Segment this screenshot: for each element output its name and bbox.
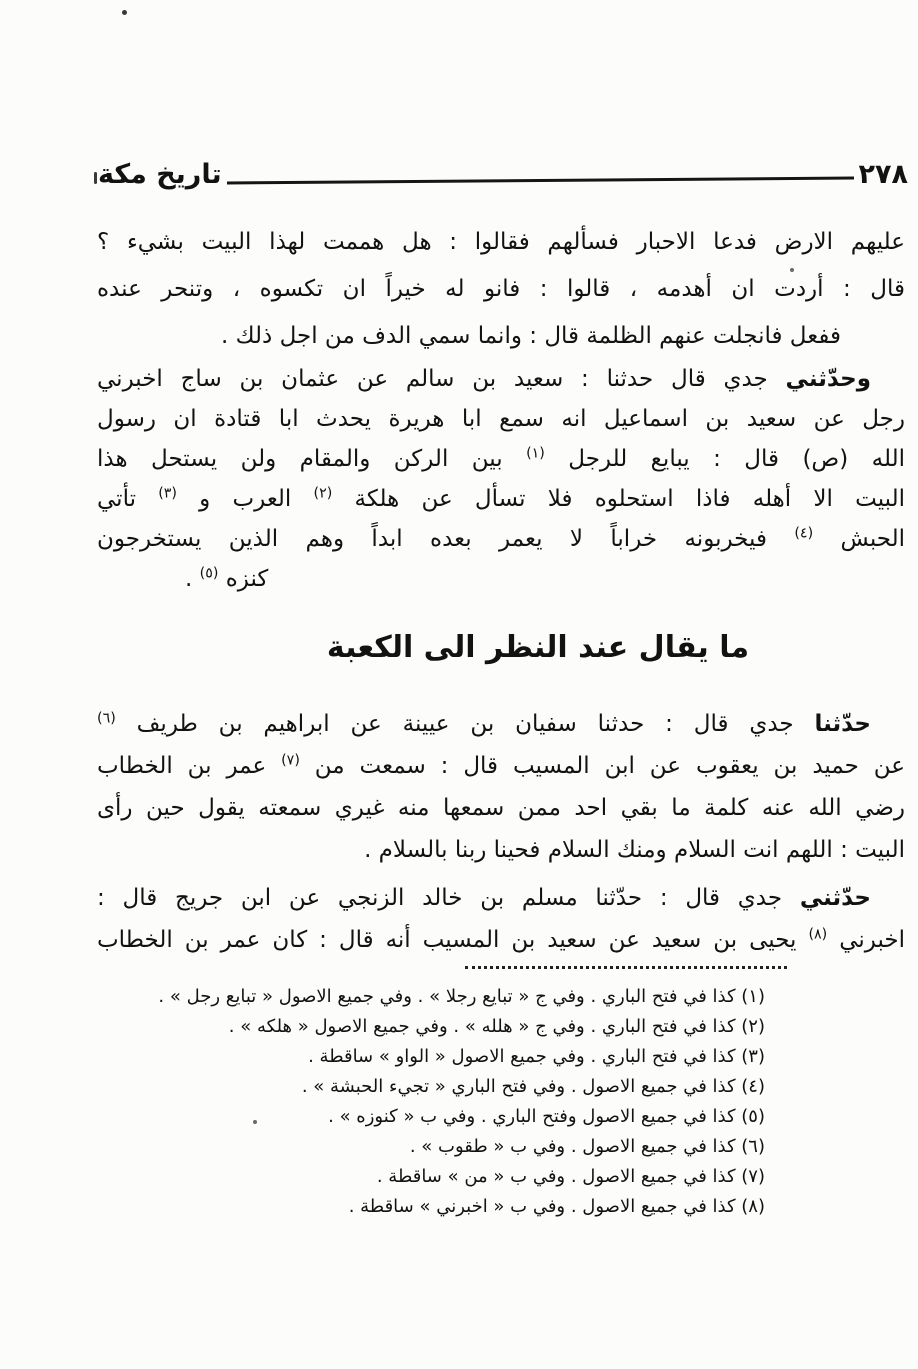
text-line: الله (ص) قال : يبايع للرجل $^{(١)}$ بين الركن والمقام ولن يستحل هذا bbox=[97, 445, 905, 472]
scan-speck bbox=[253, 1120, 257, 1124]
paragraph-2 bbox=[97, 359, 905, 599]
footnote-separator bbox=[465, 966, 787, 969]
scan-speck bbox=[790, 268, 794, 272]
text-line: اخبرني $^{(٨)}$ يحيى بن سعيد عن سعيد بن المسيب أنه قال : كان عمر بن الخطاب bbox=[97, 926, 906, 953]
footnote-line: (٤) كذا في جميع الاصول . وفي فتح الباري « تجيء الحبشة » . bbox=[301, 1076, 765, 1097]
scan-speck bbox=[122, 10, 127, 15]
text-line: ففعل فانجلت عنهم الظلمة قال : وانما سمي الدف من اجل ذلك . bbox=[221, 323, 841, 349]
scan-speck bbox=[94, 172, 97, 184]
line-text: جدي قال : حدثنا سفيان بن عيينة عن ابراهيم بن طريف $^{(٦)}$ bbox=[97, 710, 815, 737]
line-text: جدي قال : حدّثنا مسلم بن خالد الزنجي عن ابن جريج قال : bbox=[97, 885, 800, 911]
paragraph-1 bbox=[97, 219, 905, 360]
paragraph-3 bbox=[97, 703, 905, 871]
footnotes-section bbox=[105, 982, 765, 1222]
footnote-line: (٦) كذا في جميع الاصول . وفي ب « طقوب » . bbox=[409, 1136, 765, 1157]
footnote-line: (٣) كذا في فتح الباري . وفي جميع الاصول « الواو » ساقطة . bbox=[308, 1046, 765, 1067]
text-line: قال : أردت ان أهدمه ، قالوا : فانو له خيراً ان تكسوه ، وتنحر عنده bbox=[97, 276, 905, 302]
text-line: رضي الله عنه كلمة ما بقي احد ممن سمعها منه غيري سمعته يقول حين رأى bbox=[97, 795, 905, 821]
text-line: عليهم الارض فدعا الاحبار فسألهم فقالوا : هل هممت لهذا البيت بشيء ؟ bbox=[97, 229, 905, 255]
lead-word: وحدّثني bbox=[785, 366, 871, 392]
text-line: رجل عن سعيد بن اسماعيل انه سمع ابا هريرة يحدث ابا قتادة ان رسول bbox=[97, 406, 905, 432]
text-line: البيت الا أهله فاذا استحلوه فلا تسأل عن هلكة $^{(٢)}$ العرب و $^{(٣)}$ تأتي bbox=[97, 485, 905, 512]
text-line: البيت : اللهم انت السلام ومنك السلام فحينا ربنا بالسلام . bbox=[364, 837, 905, 863]
footnote-line: (٧) كذا في جميع الاصول . وفي ب « من » ساقطة . bbox=[376, 1166, 765, 1187]
line-text: جدي قال حدثنا : سعيد بن سالم عن عثمان بن ساج اخبرني bbox=[97, 366, 786, 392]
lead-word: حدّثنا bbox=[814, 711, 871, 737]
book-title: تاريخ مكة bbox=[98, 158, 222, 190]
text-line bbox=[97, 359, 905, 399]
text-line: الحبش $^{(٤)}$ فيخربونه خراباً لا يعمر بعده ابداً وهم الذين يستخرجون bbox=[97, 525, 906, 552]
text-line: عن حميد بن يعقوب عن ابن المسيب قال : سمعت من $^{(٧)}$ عمر بن الخطاب bbox=[97, 752, 905, 779]
paragraph-4 bbox=[97, 877, 905, 961]
footnote-line: (٢) كذا في فتح الباري . وفي ج « هلله » . وفي جميع الاصول « هلكه » . bbox=[228, 1016, 765, 1037]
lead-word: حدّثني bbox=[799, 885, 871, 911]
footnote-line: (١) كذا في فتح الباري . وفي ج « تبايع رجلا » . وفي جميع الاصول « تبايع رجل » . bbox=[158, 986, 765, 1007]
text-line: كنزه $^{(٥)}$ . bbox=[185, 565, 269, 592]
text-line bbox=[97, 703, 905, 745]
text-line bbox=[97, 877, 905, 919]
section-heading: ما يقال عند النظر الى الكعبة bbox=[326, 630, 750, 665]
page-number: ٢٧٨ bbox=[858, 158, 908, 190]
footnote-line: (٨) كذا في جميع الاصول . وفي ب « اخبرني » ساقطة . bbox=[348, 1196, 765, 1217]
footnote-line: (٥) كذا في جميع الاصول وفتح الباري . وفي ب « كنوزه » . bbox=[328, 1106, 765, 1127]
